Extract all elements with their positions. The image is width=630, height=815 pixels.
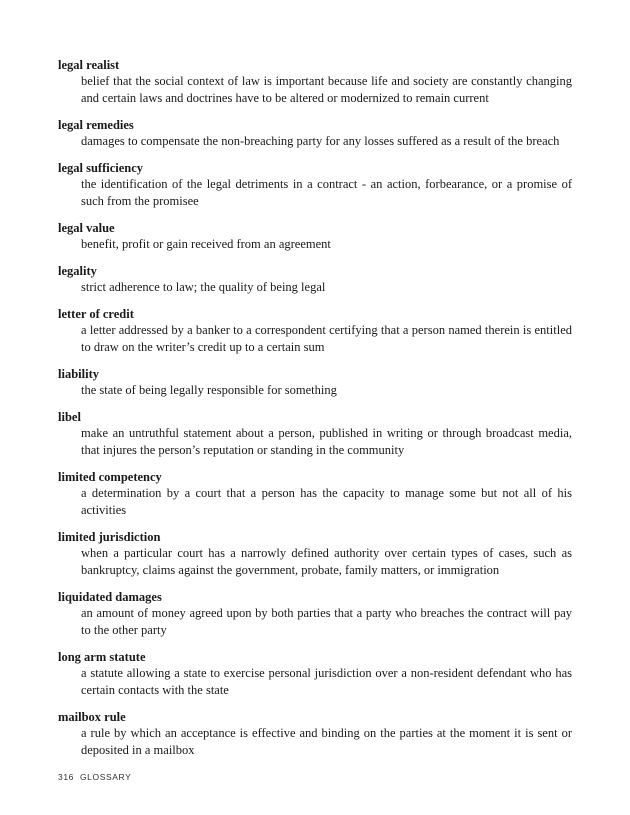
glossary-entry [58,117,572,150]
glossary-entry [58,220,572,253]
page-number: 316 [58,772,74,782]
glossary-term: limited jurisdiction [58,530,161,544]
glossary-term: legal sufficiency [58,161,144,175]
page-footer [58,772,134,782]
glossary-entry [58,709,572,759]
glossary-entry [58,469,572,519]
glossary-definition: make an untruthful statement about a person, published in writing or through broadcast media, that injures the person’s reputation or standing in the community [81,426,572,457]
glossary-term: legal realist [58,58,120,72]
glossary-term: letter of credit [58,307,134,321]
glossary-definition: a determination by a court that a person has the capacity to manage some but not all of his activities [81,486,572,517]
glossary-term: legal value [58,221,115,235]
glossary-entry [58,409,572,459]
glossary-definition: belief that the social context of law is important because life and society are constantly changing and certain laws and doctrines have to be altered or modernized to remain current [81,74,572,105]
glossary-entry [58,306,572,356]
glossary-term: long arm statute [58,650,146,664]
glossary-entry [58,366,572,399]
section-title: GLOSSARY [79,772,132,782]
glossary-list [58,57,572,769]
glossary-definition: an amount of money agreed upon by both parties that a party who breaches the contract will pay to the other party [81,606,572,637]
glossary-definition: a rule by which an acceptance is effective and binding on the parties at the moment it is sent or deposited in a mailbox [81,726,572,757]
glossary-term: legal remedies [58,118,134,132]
glossary-entry [58,57,572,107]
glossary-definition: the identification of the legal detriments in a contract - an action, forbearance, or a promise of such from the promisee [81,177,572,208]
glossary-definition: damages to compensate the non-breaching party for any losses suffered as a result of the breach [81,134,560,148]
glossary-entry [58,263,572,296]
glossary-term: liquidated damages [58,590,162,604]
glossary-definition: strict adherence to law; the quality of being legal [81,280,326,294]
glossary-entry [58,649,572,699]
glossary-term: libel [58,410,81,424]
glossary-entry [58,160,572,210]
glossary-term: limited competency [58,470,162,484]
glossary-term: legality [58,264,97,278]
glossary-definition: the state of being legally responsible for something [81,383,337,397]
glossary-entry [58,589,572,639]
glossary-term: liability [58,367,99,381]
glossary-entry [58,529,572,579]
glossary-definition: benefit, profit or gain received from an agreement [81,237,331,251]
glossary-term: mailbox rule [58,710,126,724]
glossary-definition: a letter addressed by a banker to a correspondent certifying that a person named therein is entitled to draw on the writer’s credit up to a certain sum [81,323,572,354]
glossary-definition: a statute allowing a state to exercise personal jurisdiction over a non-resident defendant who has certain contacts with the state [81,666,572,697]
glossary-definition: when a particular court has a narrowly defined authority over certain types of cases, such as bankruptcy, claims against the government, probate, family matters, or immigration [81,546,572,577]
